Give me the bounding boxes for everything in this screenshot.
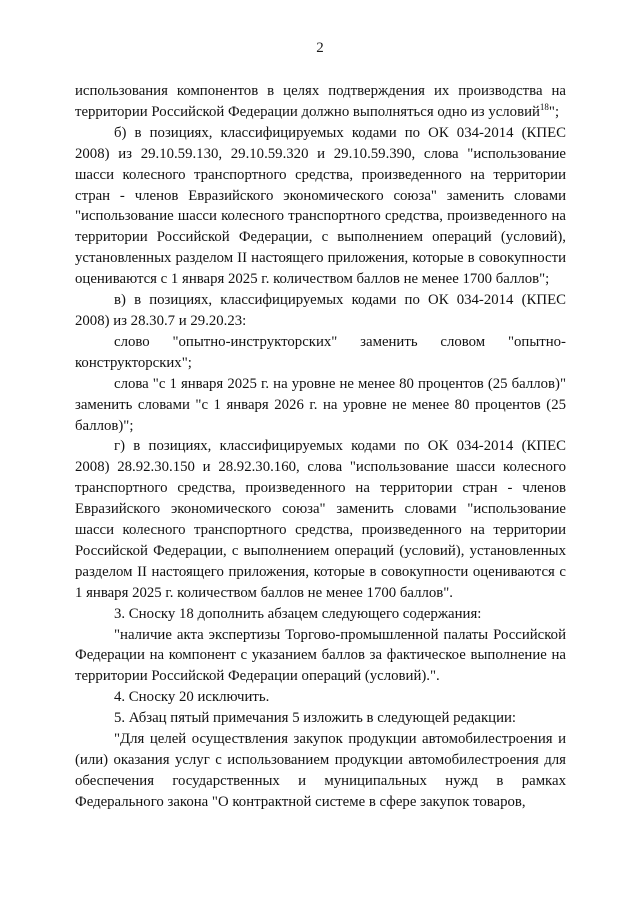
paragraph-quote-procurement: "Для целей осуществления закупок продукции автомобилестроения и (или) оказания услуг с использованием продукции автомобилестроения для обеспечения государственных и муниципальных нужд в рамках Федерального закона "О контрактной системе в сфере закупок товаров, xyxy=(75,731,566,810)
paragraph-item-b: б) в позициях, классифицируемых кодами по ОК 034-2014 (КПЕС 2008) из 29.10.59.130, 29.10.59.320 и 29.10.59.390, слова "использование шасси колесного транспортного средства, произведенного на территории стран - членов Евразийского экономического союза" заменить словами "использование шасси колесного транспортного средства, произведенного на территории Российской Федерации, с выполнением операций (условий), установленных разделом II настоящего приложения, которые в совокупности оцениваются с 1 января 2025 г. количеством баллов не менее 1700 баллов"; xyxy=(75,124,566,288)
paragraph-item-g: г) в позициях, классифицируемых кодами по ОК 034-2014 (КПЕС 2008) 28.92.30.150 и 28.92.30.160, слова "использование шасси колесного транспортного средства, произведенного на территории стран - членов Евразийского экономического союза" заменить словами "использование шасси колесного транспортного средства, произведенного на территории Российской Федерации, с выполнением операций (условий), установленных разделом II настоящего приложения, которые в совокупности оцениваются с 1 января 2025 г. количеством баллов не менее 1700 баллов". xyxy=(75,438,566,601)
paragraph-continuation xyxy=(75,81,566,123)
paragraph-text: использования компонентов в целях подтверждения их производства на территории Российской Федерации должно выполняться одно из условий xyxy=(75,83,566,120)
paragraph-point-3: 3. Сноску 18 дополнить абзацем следующего содержания: xyxy=(114,605,482,622)
paragraph-point-5: 5. Абзац пятый примечания 5 изложить в следующей редакции: xyxy=(114,710,517,727)
paragraph-word-replace: слово "опытно-инструкторских" заменить словом "опытно-конструкторских"; xyxy=(75,333,566,371)
document-body xyxy=(75,81,566,813)
paragraph-point-4: 4. Сноску 20 исключить. xyxy=(114,689,270,706)
paragraph-quote-tpp: "наличие акта экспертизы Торгово-промышленной палаты Российской Федерации на компонент с указанием баллов за фактическое выполнение на территории Российской Федерации операций (условий).". xyxy=(75,626,566,685)
paragraph-item-v: в) в позициях, классифицируемых кодами по ОК 034-2014 (КПЕС 2008) из 28.30.7 и 29.20.23: xyxy=(75,292,566,329)
footnote-ref: 18 xyxy=(539,101,549,112)
page-number: 2 xyxy=(316,40,324,56)
paragraph-words-replace: слова "с 1 января 2025 г. на уровне не менее 80 процентов (25 баллов)" заменить словами "с 1 января 2026 г. на уровне не менее 80 процентов (25 баллов)"; xyxy=(75,375,566,434)
paragraph-tail: "; xyxy=(548,103,560,120)
